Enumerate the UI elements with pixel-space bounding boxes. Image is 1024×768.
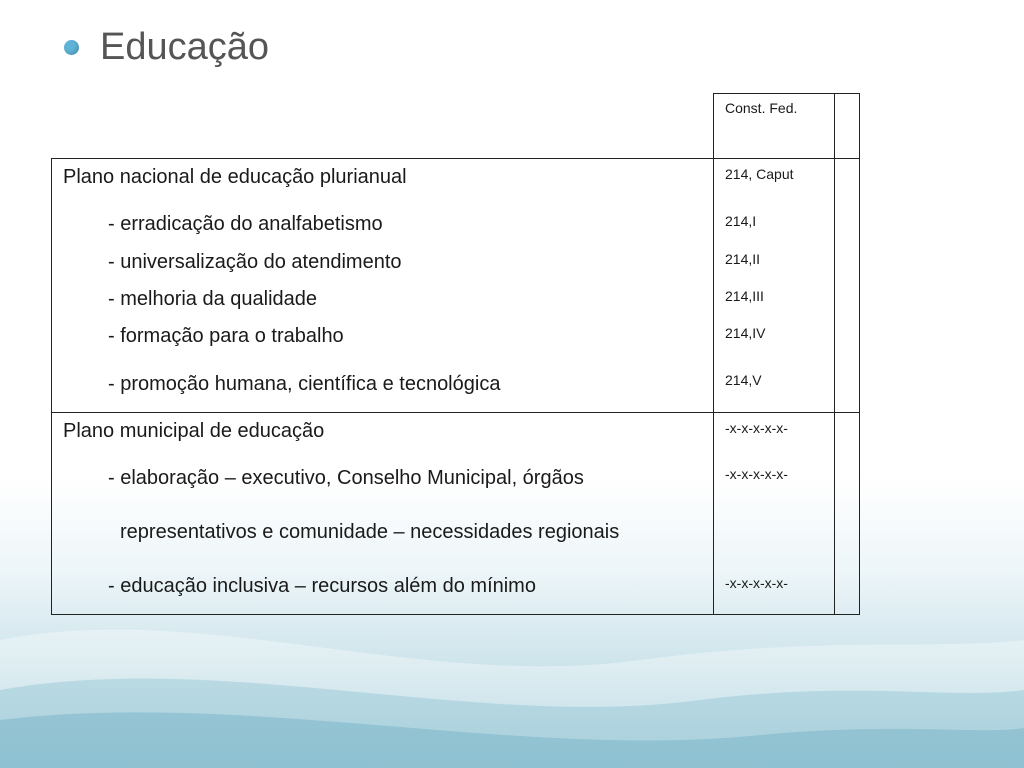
section2-heading-ref: -x-x-x-x-x- <box>725 420 788 436</box>
section1-item: - universalização do atendimento <box>108 251 402 273</box>
table-line-ref-left <box>713 93 714 615</box>
table-line-left <box>51 158 52 615</box>
section2-item-line1: - elaboração – executivo, Conselho Municipal, órgãos <box>108 467 584 489</box>
section1-item-ref: 214,IV <box>725 325 766 341</box>
section2-item2: - educação inclusiva – recursos além do mínimo <box>108 575 536 597</box>
section1-item-ref: 214,III <box>725 288 764 304</box>
table-line-bottom <box>51 614 860 615</box>
section1-item: - formação para o trabalho <box>108 325 344 347</box>
section2-item-line2: representativos e comunidade – necessidades regionais <box>120 521 620 543</box>
section2-item1-ref: -x-x-x-x-x- <box>725 466 788 482</box>
section1-item: - melhoria da qualidade <box>108 288 318 310</box>
table-line-section1-top <box>51 158 860 159</box>
section2-item2-ref: -x-x-x-x-x- <box>725 575 788 591</box>
section1-item-ref: 214,II <box>725 251 761 267</box>
section2-heading: Plano municipal de educação <box>63 420 325 442</box>
table-line-section2-top <box>51 412 860 413</box>
slide-title: Educação <box>100 26 270 68</box>
section1-heading-ref: 214, Caput <box>725 166 794 182</box>
section1-item: - promoção humana, científica e tecnológica <box>108 373 501 395</box>
section1-item: - erradicação do analfabetismo <box>108 213 383 235</box>
table-line-right <box>859 93 860 615</box>
header-const-fed: Const. Fed. <box>725 100 798 116</box>
section1-heading: Plano nacional de educação plurianual <box>63 166 407 188</box>
table-line-extra-left <box>834 93 835 615</box>
section1-item-ref: 214,V <box>725 372 762 388</box>
section1-item-ref: 214,I <box>725 213 757 229</box>
table-line-header-top <box>713 93 860 94</box>
